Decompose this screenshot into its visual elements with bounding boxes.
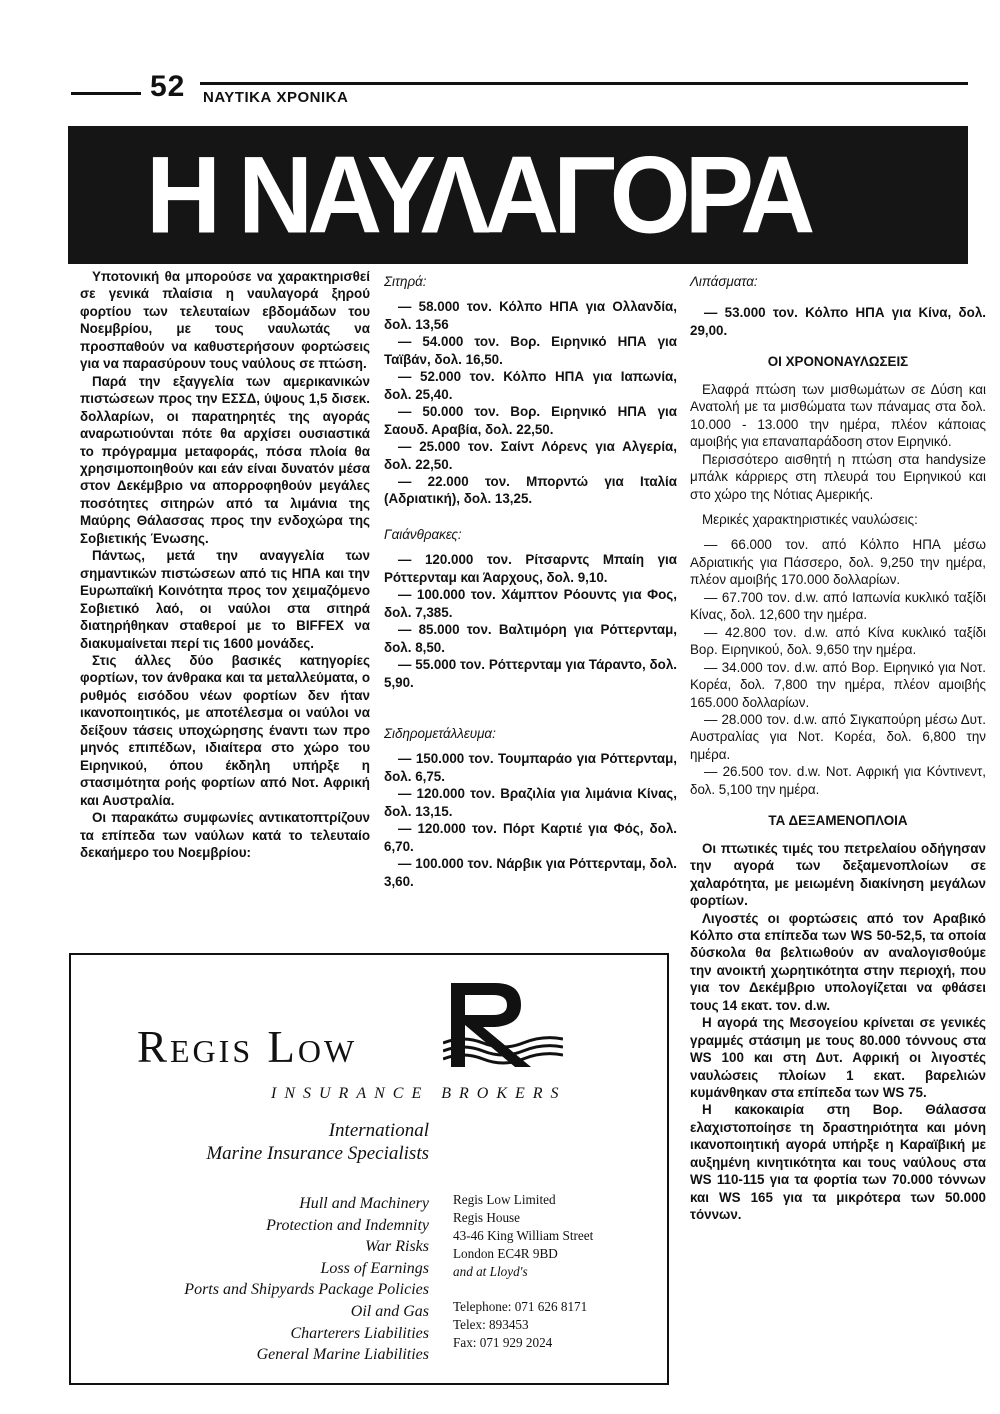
ad-tagline: International xyxy=(328,1120,429,1141)
article-column-1 xyxy=(80,268,370,861)
paragraph: Υποτονική θα μπορούσε να χαρακτηρισθεί σε γενικά πλαίσια η ναυλαγορά ξηρού φορτίου των τελευταίων εβδομάδων του Νοεμβρίου, με τους ναυλωτάς να προσπαθούν να καθυστερήσουν φορτώσεις για να παρασύρουν τους ναύλους σε πτώση. xyxy=(80,269,370,372)
paragraph: Λιγοστές οι φορτώσεις από τον Αραβικό Κόλπο στα επίπεδα των WS 50-52,5, τα οποία δύσκολα θα βελτιωθούν αν αναλογισθούμε την ανοικτή χωρητικότητα στην περιοχή, που για τον Δεκέμβριο υπολογίζεται να φθάσει τους 14 εκατ. τον. d.w. xyxy=(690,910,986,1013)
ad-service-item: General Marine Liabilities xyxy=(256,1346,429,1364)
list-item: — 22.000 τον. Μπορντώ για Ιταλία (Αδριατική), δολ. 13,25. xyxy=(384,473,677,507)
paragraph: Περισσότερο αισθητή η πτώση στα handysize μπάλκ κάρριερς στη πλευρά του Ειρηνικού και στο χώρο της Νότιας Αμερικής. xyxy=(690,451,986,502)
article-column-2 xyxy=(384,273,677,890)
list-item: — 55.000 τον. Ρόττερνταμ για Τάραντο, δολ. 5,90. xyxy=(384,657,677,690)
ad-service-item: War Risks xyxy=(365,1238,429,1256)
list-item: — 25.000 τον. Σαίντ Λόρενς για Αλγερία, δολ. 22,50. xyxy=(384,439,677,472)
list-item: — 26.500 τον. d.w. Νοτ. Αφρική για Κόντινεντ, δολ. 5,100 την ημέρα. xyxy=(690,764,986,797)
ad-address-line: Regis House xyxy=(453,1210,521,1225)
regis-low-advertisement xyxy=(69,953,669,1385)
article-column-3 xyxy=(690,273,986,1224)
list-item: — 120.000 τον. Βραζιλία για λιμάνια Κίνας, δολ. 13,15. xyxy=(384,786,677,819)
list-item: — 100.000 τον. Χάμπτον Ρόουντς για Φος, δολ. 7,385. xyxy=(384,587,677,620)
ad-service-item: Oil and Gas xyxy=(350,1302,429,1320)
ad-services-list xyxy=(131,1193,429,1366)
paragraph: Ελαφρά πτώση των μισθωμάτων σε Δύση και Ανατολή με τα μισθώματα των πάναμας στα δολ. 10.000 - 13.000 την ημέρα, πλέον κάποιας αμοιβής για επαναπαράδοση στον Ειρηνικό. xyxy=(690,381,986,450)
section-heading-ore: Σιδηρομετάλλευμα: xyxy=(384,725,496,741)
ad-service-item: Hull and Machinery xyxy=(299,1195,429,1212)
section-heading-tankers: ΤΑ ΔΕΞΑΜΕΝΟΠΛΟΙΑ xyxy=(768,813,908,829)
list-item: — 53.000 τον. Κόλπο ΗΠΑ για Κίνα, δολ. 29,00. xyxy=(690,305,986,338)
list-item: — 52.000 τον. Κόλπο ΗΠΑ για Ιαπωνία, δολ. 25,40. xyxy=(384,369,677,402)
paragraph: Μερικές χαρακτηριστικές ναυλώσεις: xyxy=(702,511,918,527)
ad-service-item: Protection and Indemnity xyxy=(266,1216,429,1234)
list-item: — 28.000 τον. d.w. από Σιγκαπούρη μέσω Δυτ. Αυστραλίας για Νοτ. Κορέα, δολ. 6,800 την ημέρα. xyxy=(690,711,986,762)
list-item: — 67.700 τον. d.w. από Ιαπωνία κυκλικό ταξίδι Κίνας, δολ. 12,600 την ημέρα. xyxy=(690,589,986,623)
section-heading-timecharter: ΟΙ ΧΡΟΝΟΝΑΥΛΩΣΕΙΣ xyxy=(767,354,909,370)
ad-address-line: London EC4R 9BD xyxy=(453,1246,558,1261)
list-item: — 85.000 τον. Βαλτιμόρη για Ρόττερνταμ, δολ. 8,50. xyxy=(384,622,677,655)
ad-contact-line: Telephone: 071 626 8171 xyxy=(453,1299,588,1314)
section-title: Η ΝΑΥΛΑΓΟΡΑ xyxy=(146,134,810,257)
ad-address-line: Regis Low Limited xyxy=(453,1192,556,1207)
publication-name: ΝΑΥΤΙΚΑ ΧΡΟΝΙΚΑ xyxy=(203,89,349,106)
ad-address-line: 43-46 King William Street xyxy=(453,1228,594,1243)
ad-service-item: Charterers Liabilities xyxy=(290,1324,429,1342)
ad-contact-line: Fax: 071 929 2024 xyxy=(453,1335,553,1350)
ad-address xyxy=(453,1191,593,1281)
ad-contact xyxy=(453,1298,587,1352)
section-heading-coal: Γαιάνθρακες: xyxy=(384,526,462,542)
section-banner xyxy=(68,126,968,264)
header-rule-right xyxy=(200,82,968,85)
paragraph: Οι παρακάτω συμφωνίες αντικατοπτρίζουν τα επίπεδα των ναύλων κατά το τελευταίο δεκαήμερο του Νοεμβρίου: xyxy=(80,810,370,860)
paragraph: Οι πτωτικές τιμές του πετρελαίου οδήγησαν την αγορά των δεξαμενοπλοίων σε χαλαρότητα, με μειωμένη διακίνηση μεγάλων φορτίων. xyxy=(690,840,986,909)
list-item: — 120.000 τον. Ρίτσαρντς Μπαίη για Ρόττερνταμ και Άαρχους, δολ. 9,10. xyxy=(384,552,677,585)
ad-service-item: Loss of Earnings xyxy=(320,1259,429,1277)
paragraph: Πάντως, μετά την αναγγελία των σημαντικών πιστώσεων από τις ΗΠΑ και την Ευρωπαϊκή Κοινότητα προς τον χειμαζόμενο Σοβιετικό λαό, οι ναύλοι στα σιτηρά διατηρήθηκαν σταθεροί με το BIFFEX να διακυμαίνεται περί τις 1600 μονάδες. xyxy=(80,548,370,651)
ad-company-name: Regis Low xyxy=(137,1022,358,1072)
header-rule-left xyxy=(71,92,141,95)
page-number: 52 xyxy=(150,70,186,103)
paragraph: Στις άλλες δύο βασικές κατηγορίες φορτίων, τον άνθρακα και τα μεταλλεύματα, ο ρυθμός εισόδου νέων φορτίων δεν ήταν ικανοποιητικός, με αποτέλεσμα οι ναύλοι να δείξουν τάσεις υποχώρησης έναντι των προ μηνός επιπέδων, ιδιαίτερα στο χώρο του Ειρηνικού, όπου έκδηλη υπήρξε η στασιμότητα ροής φορτίων από Νοτ. Αφρική και Αυστραλία. xyxy=(80,652,370,808)
list-item: — 66.000 τον. από Κόλπο ΗΠΑ μέσω Αδριατικής για Πάσσερο, δολ. 9,250 την ημέρα, πλέον αμοιβής 170.000 δολλαρίων. xyxy=(690,537,986,588)
list-item: — 50.000 τον. Βορ. Ειρηνικό ΗΠΑ για Σαουδ. Αραβία, δολ. 22,50. xyxy=(384,404,677,437)
list-item: — 58.000 τον. Κόλπο ΗΠΑ για Ολλανδία, δολ. 13,56 xyxy=(384,299,677,332)
ad-contact-line: Telex: 893453 xyxy=(453,1317,529,1332)
ad-service-item: Ports and Shipyards Package Policies xyxy=(184,1281,429,1299)
ad-tagline: Marine Insurance Specialists xyxy=(206,1143,429,1164)
list-item: — 42.800 τον. d.w. από Κίνα κυκλικό ταξίδι Βορ. Ειρηνικού, δολ. 9,650 την ημέρα. xyxy=(690,624,986,658)
paragraph: Η αγορά της Μεσογείου κρίνεται σε γενικές γραμμές στάσιμη με τους 80.000 τόννους στα WS 100 και στη Δυτ. Αφρική οι λιγοστές ναυλώσεις πλοίων 1 εκατ. βαρελιών κυμάνθηκαν στα επίπεδα των WS 75. xyxy=(690,1015,986,1101)
section-heading-grain: Σιτηρά: xyxy=(384,274,427,289)
paragraph: Παρά την εξαγγελία των αμερικανικών πιστώσεων προς την ΕΣΣΔ, ύψους 1,5 δισεκ. δολλαρίων, οι παρατηρητές της αγοράς αναρωτιούνται πότε θα αρχίσει ουσιαστικά το πρόγραμμα μεταφοράς, πόσα πλοία θα χρησιμοποιηθούν και εάν είναι δυνατόν μέσα στον Δεκέμβριο να απορροφηθούν μεγάλες ποσότητες σιτηρών από τα λιμάνια της Μαύρης Θάλασσας προς την ενδοχώρα της Σοβιετικής Ένωσης. xyxy=(80,373,370,546)
section-heading-fertilizers: Λιπάσματα: xyxy=(690,274,758,289)
regis-low-logo-icon xyxy=(443,979,563,1079)
list-item: — 120.000 τον. Πόρτ Καρτιέ για Φός, δολ. 6,70. xyxy=(384,821,677,854)
ad-subtitle: INSURANCE BROKERS xyxy=(271,1085,567,1102)
paragraph: Η κακοκαιρία στη Βορ. Θάλασσα ελαχιστοποίησε τη δραστηριότητα και μόνη ικανοποιητική αγορά υπήρξε η Καραϊβική με αυξημένη κινητικότητα και τους ναύλους στα WS 110-115 για τα φορτία των 70.000 τόννων και WS 165 για τα μικρότερα των 50.000 τόννων. xyxy=(690,1102,986,1223)
ad-address-line: and at Lloyd's xyxy=(453,1264,528,1279)
list-item: — 100.000 τον. Νάρβικ για Ρόττερνταμ, δολ. 3,60. xyxy=(384,856,677,889)
list-item: — 150.000 τον. Τουμπαράο για Ρόττερνταμ, δολ. 6,75. xyxy=(384,751,677,784)
list-item: — 34.000 τον. d.w. από Βορ. Ειρηνικό για Νοτ. Κορέα, δολ. 7,800 την ημέρα, πλέον αμοιβής 165.000 δολλαρίων. xyxy=(690,659,986,710)
list-item: — 54.000 τον. Βορ. Ειρηνικό ΗΠΑ για Ταϊβάν, δολ. 16,50. xyxy=(384,334,677,367)
